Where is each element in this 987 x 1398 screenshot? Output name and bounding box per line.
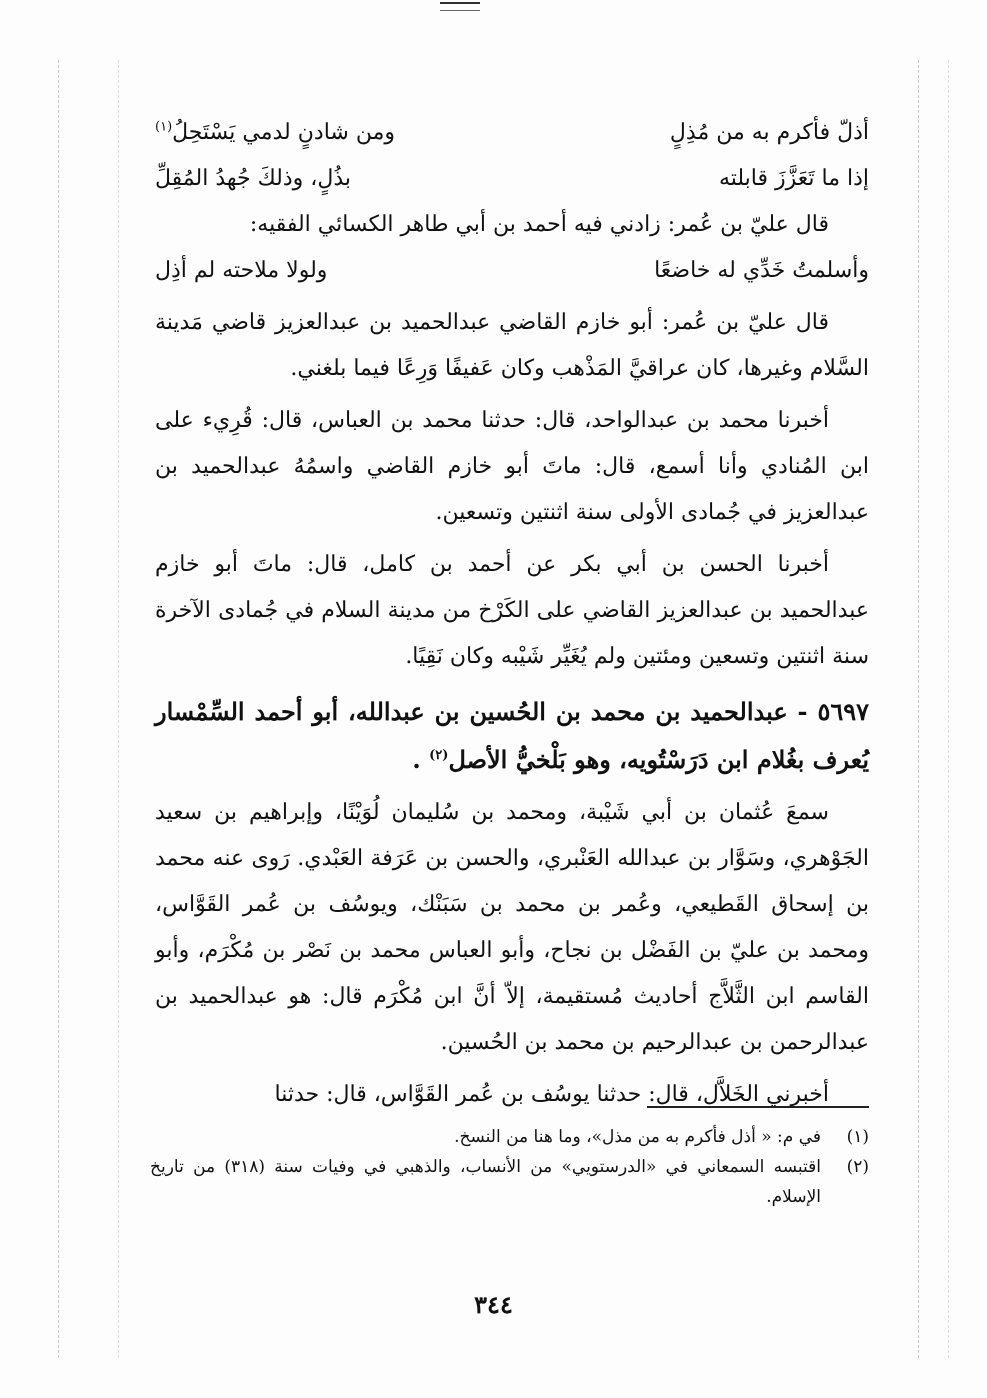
- verse-first-hemistich: وأسلمتُ خَدِّي له خاضعًا: [654, 258, 869, 283]
- main-text: [155, 110, 869, 1118]
- verse-line: [155, 156, 869, 202]
- scan-guide-line: [918, 60, 919, 1358]
- footnote-text: اقتبسه السمعاني في «الدرستويي» من الأنساب، والذهبي في وفيات سنة (٣١٨) من تاريخ الإسلام.: [150, 1157, 821, 1207]
- paragraph: قال عليّ بن عُمر: أبو خازم القاضي عبدالحميد بن عبدالعزيز قاضي مَدينة السَّلام وغيرها، كان عراقيَّ المَذْهب وكان عَفيفًا وَرِعًا فيما بلغني.: [155, 310, 869, 381]
- page-number: ٣٤٤: [474, 1290, 513, 1319]
- scan-top-mark: [440, 2, 480, 11]
- footnote-marker[interactable]: (١): [155, 119, 173, 135]
- paragraph: سمعَ عُثمان بن أبي شَيْبة، ومحمد بن سُليمان لُوَيْنًا، وإبراهيم بن سعيد الجَوْهري، وسَوَّار بن عبدالله العَنْبري، والحسن بن عَرَفة العَبْدي. رَوى عنه محمد بن إسحاق القَطيعي، وعُمر بن محمد بن سَبَنْك، ويوسُف بن عُمر القَوَّاس، ومحمد بن عليّ بن الفَضْل بن نجاح، وأبو العباس محمد بن نَصْر بن مُكْرَم، وأبو القاسم ابن الثَّلاَّج أحاديث مُستقيمة، إلاّ أنَّ ابن مُكْرَم قال: هو عبدالحميد بن عبدالرحمن بن عبدالرحيم بن محمد بن الحُسين.: [155, 800, 869, 1055]
- paragraph: أخبرني الخَلاَّل، قال: حدثنا يوسُف بن عُمر القَوَّاس، قال: حدثنا: [274, 1082, 829, 1107]
- footnote-number: (٢): [846, 1157, 869, 1177]
- scan-guide-line: [948, 60, 949, 1358]
- verse-first-hemistich: أذلّ فأكرم به من مُذِلٍ: [669, 120, 869, 145]
- verse-second-hemistich: ولولا ملاحته لم أذِل: [155, 258, 328, 283]
- footnote-separator: [647, 1106, 869, 1108]
- paragraph: أخبرنا محمد بن عبدالواحد، قال: حدثنا محمد بن العباس، قال: قُرِيء على ابن المُنادي وأنا أسمع، قال: ماتَ أبو خازم القاضي واسمُهُ عبدالحميد بن عبدالعزيز في جُمادى الأولى سنة اثنتين وتسعين.: [155, 408, 869, 525]
- verse-first-hemistich: إذا ما تَعَزَّزَ قابلته: [718, 166, 869, 191]
- verse-line: [155, 110, 869, 156]
- verse-second-hemistich: بذُلٍ، وذلكَ جُهدُ المُقِلِّ: [155, 166, 352, 191]
- footnote-item: [150, 1152, 869, 1212]
- footnote-marker[interactable]: (٢): [429, 748, 449, 763]
- entry-heading: ٥٦٩٧ - عبدالحميد بن محمد بن الحُسين بن عبدالله، أبو أحمد السِّمْسار يُعرف بغُلام ابن دَرَسْتُويه، وهو بَلْخيُّ الأصل$^{(٢)}$ .: [155, 697, 869, 774]
- scan-guide-line: [58, 60, 59, 1358]
- footnote-item: [150, 1122, 869, 1152]
- verse-second-hemistich: ومن شادنٍ لدمي يَسْتَحِلُ$^{(١)}$: [155, 119, 395, 145]
- verse-line: [155, 248, 869, 294]
- footnotes: [150, 1122, 869, 1212]
- paragraph: قال عليّ بن عُمر: زادني فيه أحمد بن أبي طاهر الكسائي الفقيه:: [249, 212, 829, 237]
- footnote-text: في م: « أذل فأكرم به من مذل»، وما هنا من النسخ.: [454, 1127, 821, 1147]
- scan-guide-line: [118, 60, 119, 1358]
- footnote-number: (١): [846, 1127, 869, 1147]
- paragraph: أخبرنا الحسن بن أبي بكر عن أحمد بن كامل، قال: ماتَ أبو خازم عبدالحميد بن عبدالعزيز القاضي على الكَرْخ من مدينة السلام في جُمادى الآخرة سنة اثنتين وتسعين ومئتين ولم يُغَيِّر شَيْبه وكان نَقِيًا.: [155, 552, 869, 669]
